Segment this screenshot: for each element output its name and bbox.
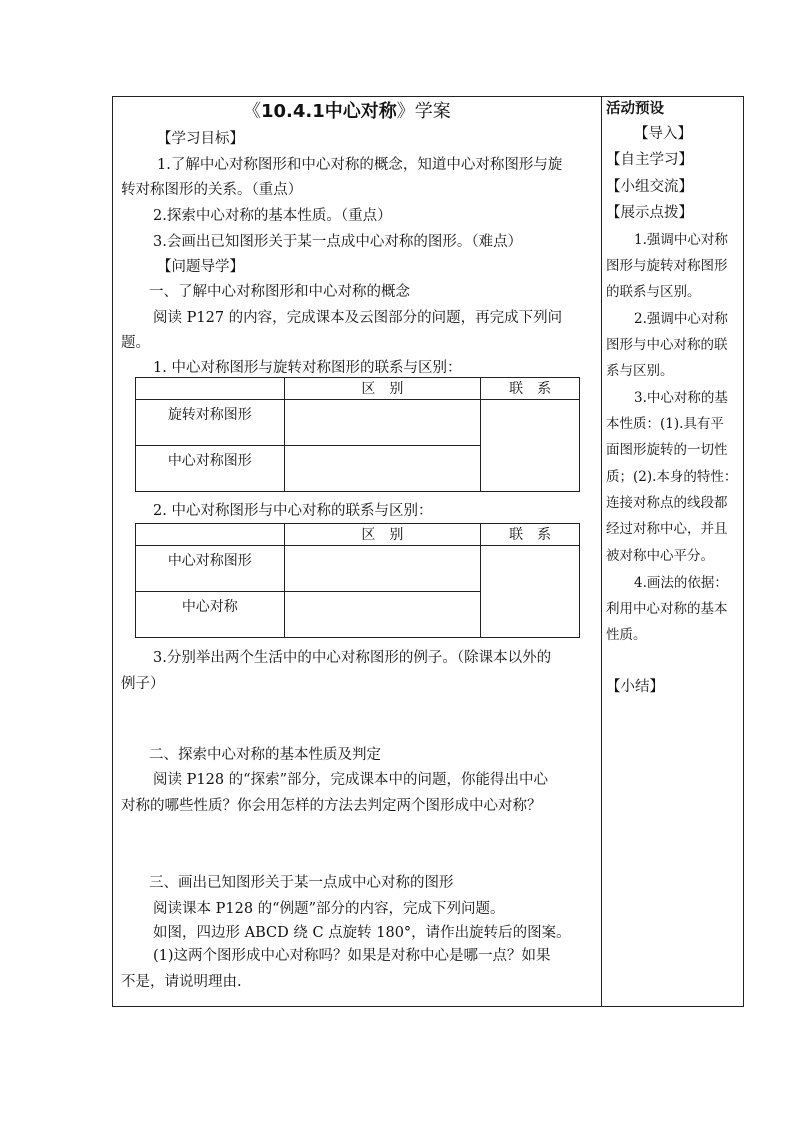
- table-2-row-1-diff[interactable]: [284, 546, 481, 592]
- table-2-row-1-label: 中心对称图形: [136, 546, 285, 592]
- section-1-read-line-1: 阅读 P127 的内容，完成课本及云图部分的问题，再完成下列问: [153, 310, 563, 326]
- guide-heading: 【问题导学】: [157, 259, 244, 275]
- section-1-read-line-2: 题。: [121, 335, 150, 351]
- section-3-line-4: 不是，请说明理由.: [121, 974, 242, 990]
- table-1-row-1-label: 旋转对称图形: [136, 400, 285, 446]
- section-2-line-1: 阅读 P128 的“探索”部分，完成课本中的问题，你能得出中心: [153, 772, 548, 788]
- side-p3-l2: 本性质：(1).具有平: [606, 416, 724, 432]
- side-column: [602, 97, 743, 1006]
- main-column: [113, 97, 601, 1006]
- question-3-line-1: 3.分别举出两个生活中的中心对称图形的例子。（除课本以外的: [153, 650, 552, 666]
- side-intro: 【导入】: [634, 126, 692, 142]
- table-1-header-diff: 区 别: [284, 378, 481, 400]
- side-p4-l3: 性质。: [606, 627, 647, 643]
- table-1-link-cell[interactable]: [481, 400, 580, 492]
- side-p3-l6: 经过对称中心，并且: [606, 521, 728, 537]
- section-3-line-1: 阅读课本 P128 的“例题”部分的内容，完成下列问题。: [153, 901, 505, 917]
- section-2-heading: 二、探索中心对称的基本性质及判定: [149, 747, 381, 763]
- table-2-link-cell[interactable]: [481, 546, 580, 638]
- side-p2-l2: 图形与中心对称的联: [606, 337, 728, 353]
- side-show: 【展示点拨】: [606, 205, 693, 221]
- goal-1-line-2: 转对称图形的关系。（重点）: [121, 182, 303, 198]
- side-p2-l3: 系与区别。: [606, 363, 674, 379]
- side-summary: 【小结】: [606, 679, 664, 695]
- section-1-heading: 一、了解中心对称图形和中心对称的概念: [149, 284, 410, 300]
- question-2: 2. 中心对称图形与中心对称的联系与区别：: [153, 503, 433, 519]
- side-p4-l2: 利用中心对称的基本: [606, 601, 728, 617]
- side-p4-l1: 4.画法的依据：: [634, 575, 728, 591]
- page-title: 《10.4.1中心对称》学案: [243, 101, 451, 122]
- table-2-row-2-diff[interactable]: [284, 592, 481, 638]
- side-p1-l3: 的联系与区别。: [606, 284, 701, 300]
- table-2-row-2-label: 中心对称: [136, 592, 285, 638]
- table-1-row-2-diff[interactable]: [284, 446, 481, 492]
- worksheet-frame: [112, 96, 744, 1007]
- question-3-line-2: 例子）: [121, 676, 165, 692]
- side-p3-l1: 3.中心对称的基: [634, 390, 728, 406]
- section-3-line-3: (1)这两个图形成中心对称吗？如果是对称中心是哪一点？如果: [153, 948, 551, 964]
- table-2-corner: [136, 524, 285, 546]
- table-2: [135, 523, 580, 638]
- side-p3-l5: 连接对称点的线段都: [606, 495, 728, 511]
- side-p3-l7: 被对称中心平分。: [606, 548, 714, 564]
- side-p3-l3: 面图形旋转的一切性: [606, 442, 728, 458]
- side-heading: 活动预设: [606, 101, 664, 117]
- section-2-line-2: 对称的哪些性质？你会用怎样的方法去判定两个图形成中心对称？: [121, 798, 542, 814]
- side-p1-l2: 图形与旋转对称图形: [606, 258, 728, 274]
- table-2-header-diff: 区 别: [284, 524, 481, 546]
- goal-1-line-1: 1.了解中心对称图形和中心对称的概念，知道中心对称图形与旋: [157, 157, 563, 173]
- table-1: [135, 377, 580, 492]
- section-3-heading: 三、画出已知图形关于某一点成中心对称的图形: [149, 875, 454, 891]
- table-1-corner: [136, 378, 285, 400]
- table-2-header-link: 联 系: [481, 524, 580, 546]
- side-group: 【小组交流】: [606, 179, 693, 195]
- side-p2-l1: 2.强调中心对称: [634, 311, 728, 327]
- side-self-study: 【自主学习】: [606, 152, 693, 168]
- table-1-header-link: 联 系: [481, 378, 580, 400]
- question-1: 1. 中心对称图形与旋转对称图形的联系与区别：: [153, 360, 462, 376]
- goal-2: 2.探索中心对称的基本性质。（重点）: [153, 208, 392, 224]
- section-3-line-2: 如图，四边形 ABCD 绕 C 点旋转 180°，请作出旋转后的图案。: [153, 925, 571, 941]
- table-1-row-1-diff[interactable]: [284, 400, 481, 446]
- side-p1-l1: 1.强调中心对称: [634, 232, 728, 248]
- goal-3: 3.会画出已知图形关于某一点成中心对称的图形。（难点）: [153, 234, 523, 250]
- side-p3-l4: 质；(2).本身的特性：: [606, 469, 738, 485]
- table-1-row-2-label: 中心对称图形: [136, 446, 285, 492]
- goals-heading: 【学习目标】: [157, 131, 244, 147]
